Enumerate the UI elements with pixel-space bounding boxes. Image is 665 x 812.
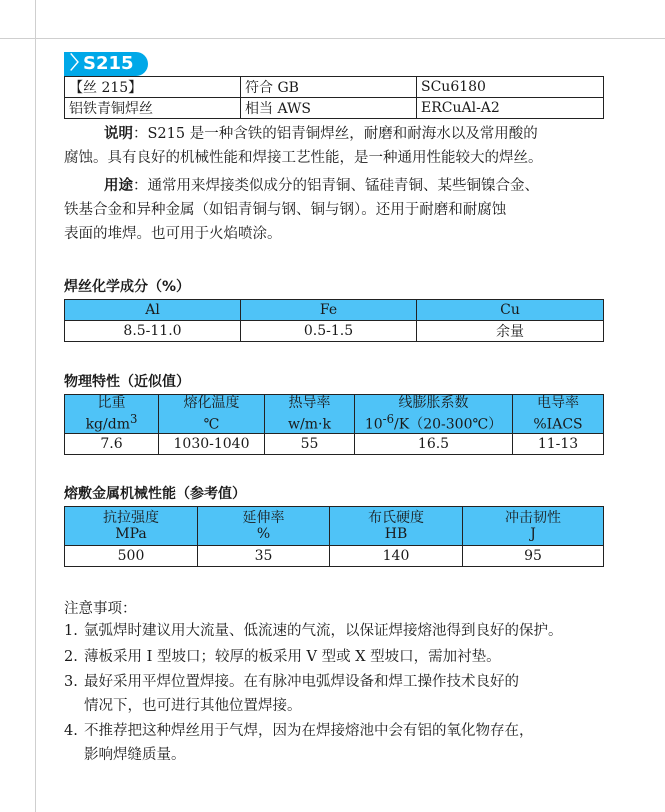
chem-header: Fe — [241, 300, 417, 321]
phys-header-name: 热导率 — [288, 395, 331, 412]
note-line: 情况下，也可进行其他位置焊接。 — [84, 698, 302, 714]
note-item — [64, 719, 604, 767]
phys-header-unit: $kg/dm^3$ — [85, 412, 138, 433]
phys-value: 11-13 — [513, 434, 604, 455]
mech-header-unit: HB — [384, 526, 408, 542]
table-header-row — [65, 395, 604, 434]
phys-header-name: 电导率 — [537, 395, 579, 412]
mech-value: 35 — [198, 546, 330, 567]
phys-header-name: 比重 — [97, 395, 126, 412]
spec-cell: SCu6180 — [417, 77, 604, 98]
mech-header-name: 抗拉强度 — [103, 510, 159, 526]
notes-title: 注意事项： — [64, 601, 137, 617]
product-code: S215 — [83, 53, 134, 74]
note-line: 最好采用平焊位置焊接。在有脉冲电弧焊设备和焊工操作技术良好的 — [84, 674, 519, 690]
chevron-right-icon: 〉 — [70, 53, 88, 74]
phys-header-unit: %IACS — [533, 416, 583, 433]
spec-cell: 符合 GB — [241, 77, 417, 98]
phys-header-name: 熔化温度 — [183, 395, 240, 412]
chem-value: 余量 — [417, 321, 604, 342]
description-line: 腐蚀。具有良好的机械性能和焊接工艺性能，是一种通用性能较大的焊丝。 — [64, 150, 543, 166]
table-header-row — [65, 507, 604, 546]
crop-line-horizontal — [0, 38, 665, 39]
product-code-tag — [64, 52, 148, 76]
chem-section-title: 焊丝化学成分（%） — [64, 279, 191, 295]
phys-section-title: 物理特性（近似值） — [64, 374, 190, 390]
mech-value: 500 — [65, 546, 198, 567]
mech-header — [198, 507, 330, 546]
note-number: 3. — [64, 674, 78, 690]
spec-cell: 【丝 215】 — [65, 77, 241, 98]
mech-section-title: 熔敷金属机械性能（参考值） — [64, 486, 246, 502]
phys-value: 7.6 — [65, 434, 159, 455]
note-number: 4. — [64, 723, 78, 739]
phys-header-unit: w/m·k — [288, 416, 331, 433]
usage-line: 表面的堆焊。也可用于火焰喷涂。 — [64, 226, 282, 242]
mech-header — [463, 507, 604, 546]
mech-header-unit: % — [256, 526, 271, 542]
note-line: 氩弧焊时建议用大流量、低流速的气流，以保证焊接熔池得到良好的保护。 — [84, 623, 563, 639]
mech-value: 140 — [330, 546, 463, 567]
note-line: 影响焊缝质量。 — [84, 747, 186, 763]
note-item — [64, 670, 604, 718]
phys-value: 16.5 — [355, 434, 513, 455]
description-paragraph — [64, 122, 604, 170]
chem-value: 8.5-11.0 — [65, 321, 241, 342]
table-row — [65, 321, 604, 342]
spec-table — [64, 76, 604, 119]
mech-header — [330, 507, 463, 546]
mech-value: 95 — [463, 546, 604, 567]
mech-header-unit: MPa — [115, 526, 147, 542]
chem-table — [64, 299, 604, 342]
phys-header-unit: $10^{-6}/K(20-300℃)$ — [364, 412, 503, 433]
note-item — [64, 619, 604, 643]
usage-separator: ： — [133, 178, 148, 194]
spec-row — [65, 98, 604, 119]
mech-header-name: 延伸率 — [242, 510, 285, 526]
phys-header-name: 线膨胀系数 — [398, 395, 469, 412]
description-label: 说明 — [104, 126, 133, 142]
usage-paragraph — [64, 174, 604, 246]
table-row — [65, 546, 604, 567]
note-item — [64, 645, 604, 669]
note-line: 不推荐把这种焊丝用于气焊，因为在焊接熔池中会有铝的氧化物存在， — [84, 723, 534, 739]
description-separator: ： — [133, 126, 148, 142]
chem-value: 0.5-1.5 — [241, 321, 417, 342]
phys-value: 55 — [265, 434, 355, 455]
usage-label: 用途 — [104, 178, 133, 194]
note-number: 1. — [64, 623, 78, 639]
description-line: S215 是一种含铁的铝青铜焊丝，耐磨和耐海水以及常用酸的 — [147, 126, 538, 142]
chem-header: Al — [65, 300, 241, 321]
spec-cell: ERCuAl-A2 — [417, 98, 604, 119]
table-header-row — [65, 300, 604, 321]
phys-header — [513, 395, 604, 434]
usage-line: 通常用来焊接类似成分的铝青铜、锰硅青铜、某些铜镍合金、 — [147, 178, 539, 194]
note-number: 2. — [64, 649, 78, 665]
phys-table — [64, 394, 604, 455]
phys-header — [265, 395, 355, 434]
table-row — [65, 434, 604, 455]
usage-line: 铁基合金和异种金属（如铝青铜与钢、铜与钢）。还用于耐磨和耐腐蚀 — [64, 202, 507, 218]
spec-row — [65, 77, 604, 98]
phys-header-unit: ℃ — [203, 416, 220, 433]
chem-header: Cu — [417, 300, 604, 321]
mech-table — [64, 506, 604, 567]
mech-header-unit: J — [530, 526, 536, 542]
phys-header — [355, 395, 513, 434]
phys-header — [159, 395, 265, 434]
phys-value: 1030-1040 — [159, 434, 265, 455]
mech-header-name: 布氏硬度 — [368, 510, 424, 526]
phys-header — [65, 395, 159, 434]
note-line: 薄板采用 I 型坡口；较厚的板采用 V 型或 X 型坡口，需加衬垫。 — [84, 649, 501, 665]
crop-line-vertical — [35, 0, 36, 812]
mech-header — [65, 507, 198, 546]
spec-cell: 铝铁青铜焊丝 — [65, 98, 241, 119]
spec-cell: 相当 AWS — [241, 98, 417, 119]
mech-header-name: 冲击韧性 — [505, 510, 561, 526]
